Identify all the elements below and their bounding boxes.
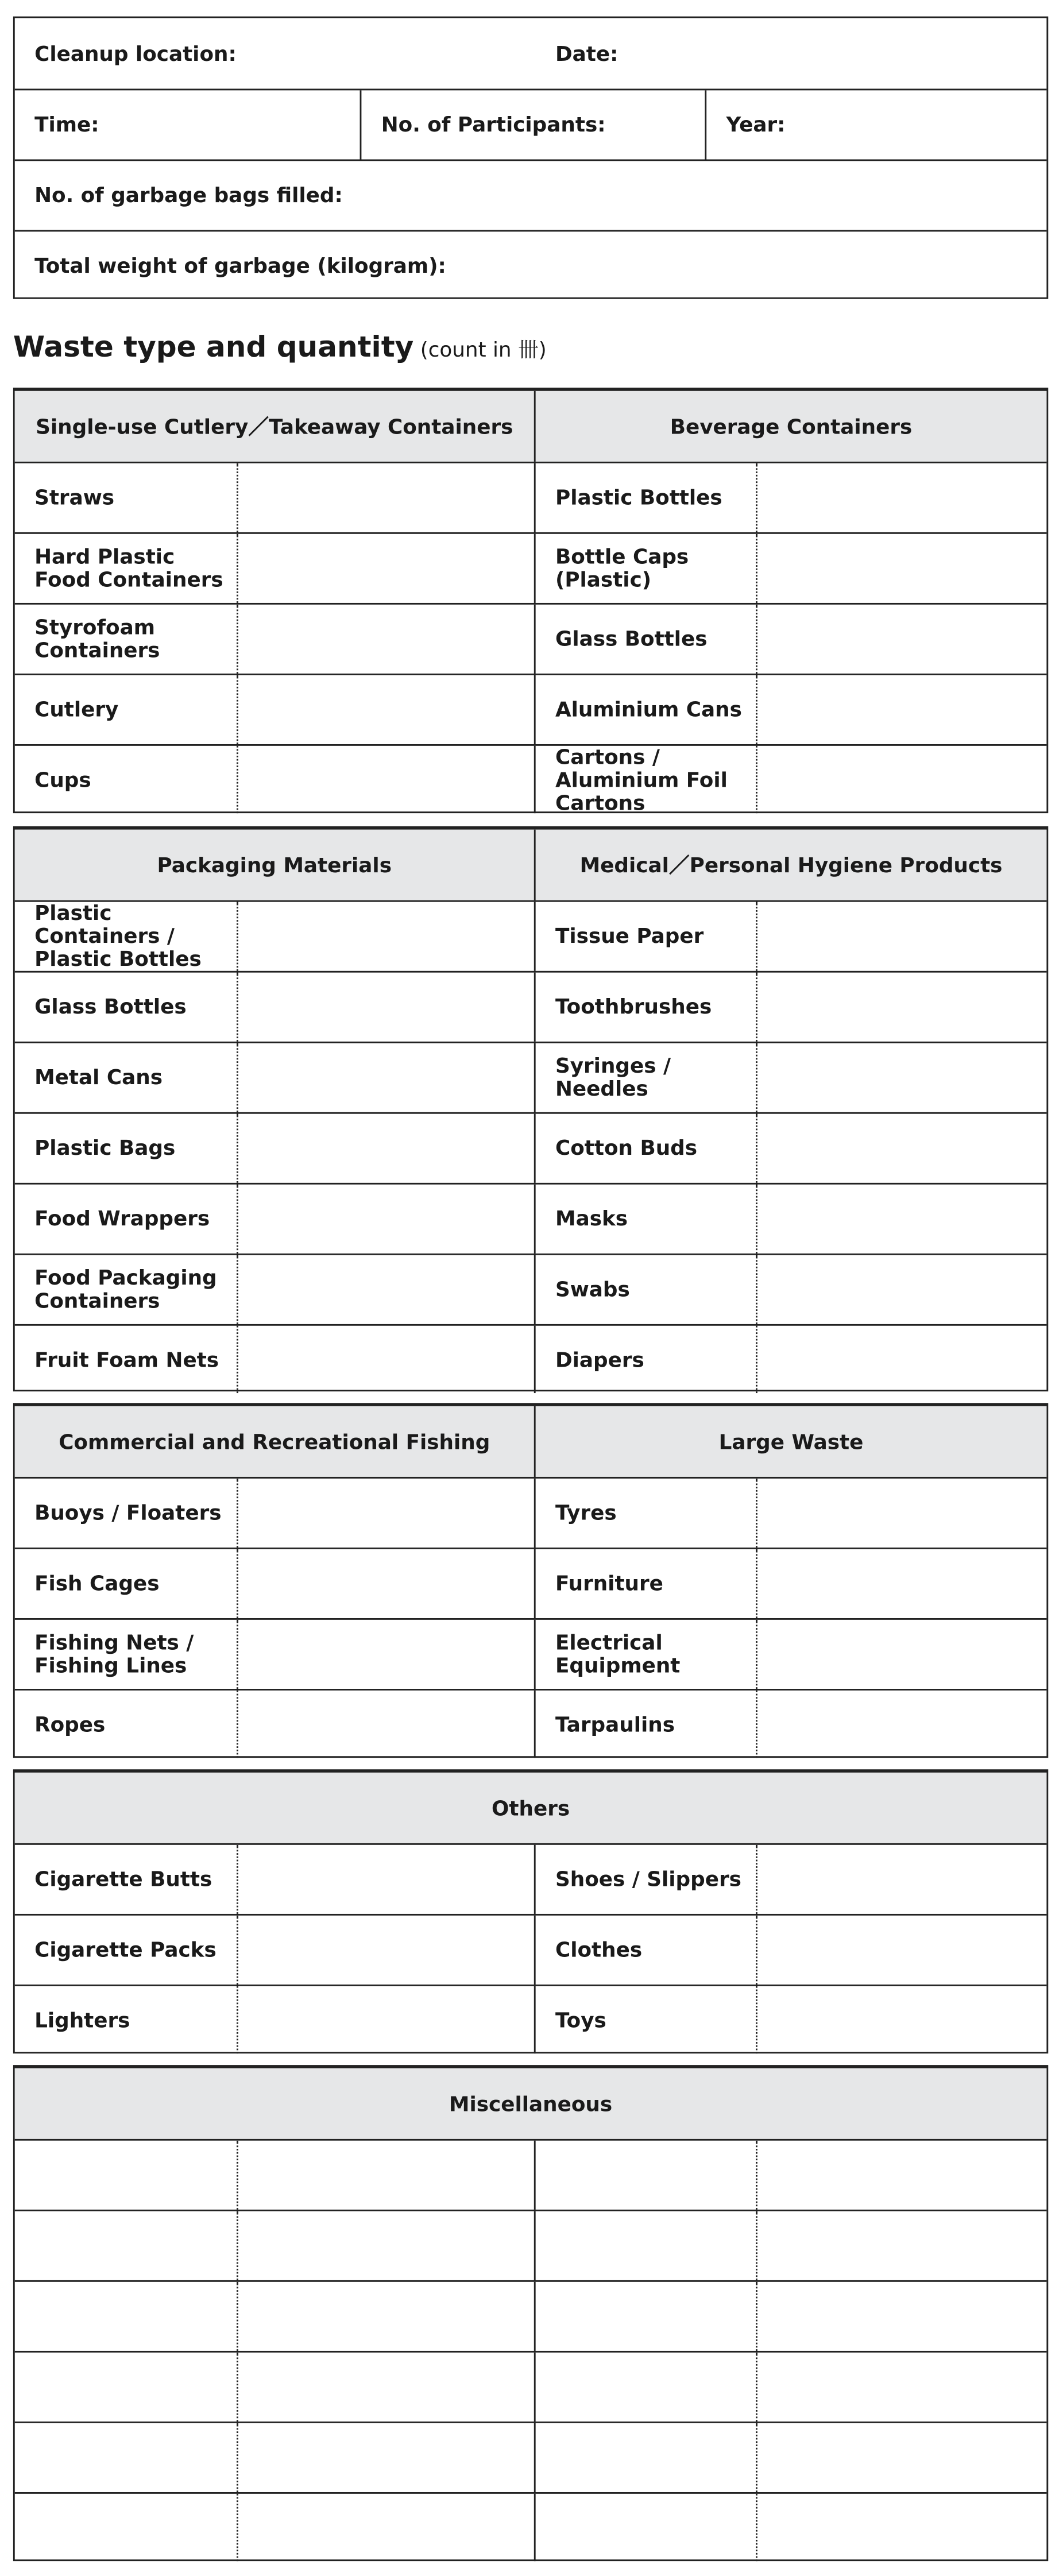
count-cell[interactable] <box>237 746 534 813</box>
table-packaging-medical <box>13 826 1048 1391</box>
item-label: Lighters <box>34 2006 130 2032</box>
count-cell[interactable] <box>237 1043 534 1112</box>
table-row <box>15 1112 1047 1183</box>
bags-field[interactable]: No. of garbage bags filled: <box>34 182 343 207</box>
count-cell[interactable] <box>237 605 534 674</box>
count-cell[interactable] <box>756 1691 1046 1758</box>
item-label: Styrofoam Containers <box>34 614 160 662</box>
item-label: Food Packaging Containers <box>34 1264 217 1313</box>
item-label: Hard Plastic Food Containers <box>34 543 223 591</box>
count-cell[interactable] <box>756 1549 1046 1618</box>
table-row <box>15 1548 1047 1618</box>
table-row <box>15 744 1047 813</box>
weight-field[interactable]: Total weight of garbage (kilogram): <box>34 252 446 277</box>
count-cell[interactable] <box>756 746 1046 813</box>
category-header-beverage: Beverage Containers <box>534 391 1047 462</box>
category-header-fishing: Commercial and Recreational Fishing <box>59 1428 490 1453</box>
table-row <box>15 2280 1047 2351</box>
participants-field[interactable]: No. of Participants: <box>360 90 705 159</box>
count-cell[interactable] <box>756 463 1046 532</box>
item-label: Ropes <box>34 1711 106 1736</box>
item-label: Cigarette Butts <box>34 1866 212 1891</box>
count-cell[interactable] <box>237 675 534 744</box>
table-row <box>15 2492 1047 2561</box>
table-row <box>15 2422 1047 2492</box>
table-row <box>15 971 1047 1042</box>
item-label: Plastic Containers / Plastic Bottles <box>34 900 202 971</box>
item-label-blank[interactable] <box>15 2211 237 2280</box>
table-row <box>15 1843 1047 1914</box>
count-cell[interactable] <box>237 1916 534 1985</box>
item-label: Swabs <box>534 1255 756 1324</box>
count-cell[interactable] <box>756 2141 1046 2210</box>
count-cell[interactable] <box>237 973 534 1042</box>
section-heading <box>13 332 547 381</box>
count-cell[interactable] <box>237 2141 534 2210</box>
count-cell[interactable] <box>237 2494 534 2561</box>
count-cell[interactable] <box>756 1986 1046 2053</box>
count-cell[interactable] <box>756 1043 1046 1112</box>
item-label: Bottle Caps (Plastic) <box>534 534 756 603</box>
item-label: Fishing Nets / Fishing Lines <box>34 1630 194 1677</box>
item-label: Diapers <box>534 1326 756 1393</box>
count-cell[interactable] <box>237 1255 534 1324</box>
item-label-blank[interactable] <box>15 2423 237 2492</box>
count-cell[interactable] <box>237 463 534 532</box>
table-others <box>13 1769 1048 2053</box>
section-title: Waste type and quantity <box>13 331 414 365</box>
category-header-large: Large Waste <box>534 1406 1047 1477</box>
count-cell[interactable] <box>756 1620 1046 1689</box>
item-label: Syringes / Needles <box>534 1043 756 1112</box>
table-row <box>15 1042 1047 1112</box>
count-cell[interactable] <box>756 973 1046 1042</box>
table-row <box>15 1254 1047 1324</box>
count-cell[interactable] <box>756 534 1046 603</box>
table-row <box>15 2351 1047 2422</box>
table-row <box>15 674 1047 744</box>
count-cell[interactable] <box>756 1845 1046 1914</box>
item-label: Electrical Equipment <box>534 1620 756 1689</box>
count-cell[interactable] <box>756 675 1046 744</box>
count-cell[interactable] <box>237 1986 534 2053</box>
item-label-blank[interactable] <box>15 2353 237 2422</box>
item-label: Tissue Paper <box>534 902 756 971</box>
item-label: Buoys / Floaters <box>34 1500 222 1525</box>
table-row <box>15 2139 1047 2210</box>
count-cell[interactable] <box>756 1185 1046 1254</box>
item-label: Aluminium Cans <box>534 675 756 744</box>
table-misc <box>13 2065 1048 2561</box>
category-header-cutlery: Single-use Cutlery／Takeaway Containers <box>36 413 513 438</box>
table-fishing-large <box>13 1403 1048 1758</box>
count-cell[interactable] <box>237 1620 534 1689</box>
time-field[interactable]: Time: <box>34 111 99 137</box>
count-cell[interactable] <box>237 902 534 971</box>
date-field[interactable]: Date: <box>555 40 619 65</box>
item-label: Food Wrappers <box>34 1205 210 1231</box>
item-label: Cups <box>34 766 91 791</box>
item-label: Clothes <box>534 1916 756 1985</box>
count-cell[interactable] <box>756 1479 1046 1548</box>
count-cell[interactable] <box>756 2353 1046 2422</box>
table-row <box>15 900 1047 971</box>
table-row <box>15 462 1047 532</box>
count-cell[interactable] <box>237 2282 534 2351</box>
item-label-blank[interactable] <box>534 2141 756 2210</box>
table-row <box>15 1914 1047 1985</box>
count-cell[interactable] <box>237 1114 534 1183</box>
table-row <box>15 532 1047 603</box>
table-row <box>15 2210 1047 2280</box>
item-label: Shoes / Slippers <box>534 1845 756 1914</box>
item-label: Cartons / Aluminium Foil Cartons <box>534 746 756 813</box>
count-cell[interactable] <box>237 1479 534 1548</box>
item-label-blank[interactable] <box>534 2494 756 2561</box>
item-label: Tarpaulins <box>534 1691 756 1758</box>
item-label: Toothbrushes <box>534 973 756 1042</box>
table-row <box>15 1477 1047 1548</box>
table-row <box>15 1618 1047 1689</box>
count-cell[interactable] <box>237 1326 534 1393</box>
item-label: Fruit Foam Nets <box>34 1346 219 1371</box>
count-cell[interactable] <box>756 2211 1046 2280</box>
count-cell[interactable] <box>756 902 1046 971</box>
item-label: Plastic Bags <box>34 1135 176 1160</box>
category-header-medical: Medical／Personal Hygiene Products <box>534 830 1047 900</box>
item-label: Toys <box>534 1986 756 2053</box>
item-label: Glass Bottles <box>34 993 187 1019</box>
count-cell[interactable] <box>237 1845 534 1914</box>
count-cell[interactable] <box>756 1114 1046 1183</box>
cleanup-location-field[interactable]: Cleanup location: <box>34 40 237 65</box>
item-label-blank[interactable] <box>534 2211 756 2280</box>
table-row <box>15 1183 1047 1254</box>
item-label: Fish Cages <box>34 1571 160 1595</box>
count-cell[interactable] <box>756 1916 1046 1985</box>
category-header-misc: Miscellaneous <box>449 2090 613 2115</box>
item-label-blank[interactable] <box>534 2423 756 2492</box>
table-cutlery-beverage <box>13 388 1048 813</box>
item-label: Masks <box>534 1185 756 1254</box>
item-label: Cigarette Packs <box>34 1937 217 1962</box>
category-header-others: Others <box>491 1794 570 1820</box>
item-label: Glass Bottles <box>534 605 756 674</box>
count-cell[interactable] <box>756 2423 1046 2492</box>
item-label: Cotton Buds <box>534 1114 756 1183</box>
count-cell[interactable] <box>756 2494 1046 2561</box>
table-row <box>15 1324 1047 1393</box>
item-label-blank[interactable] <box>15 2494 237 2561</box>
item-label-blank[interactable] <box>15 2282 237 2351</box>
item-label: Cutlery <box>34 697 119 721</box>
item-label: Metal Cans <box>34 1064 163 1089</box>
count-cell[interactable] <box>237 2423 534 2492</box>
info-box <box>13 17 1048 299</box>
count-cell[interactable] <box>756 2282 1046 2351</box>
section-subtitle: (count in 卌) <box>420 336 547 362</box>
count-cell[interactable] <box>237 1549 534 1618</box>
item-label: Furniture <box>534 1549 756 1618</box>
year-field[interactable]: Year: <box>705 90 1046 159</box>
count-cell[interactable] <box>237 2353 534 2422</box>
count-cell[interactable] <box>237 1185 534 1254</box>
item-label: Plastic Bottles <box>534 463 756 532</box>
category-header-packaging: Packaging Materials <box>157 852 392 877</box>
count-cell[interactable] <box>237 1691 534 1758</box>
table-row <box>15 1689 1047 1758</box>
count-cell[interactable] <box>756 1255 1046 1324</box>
item-label: Straws <box>34 484 115 509</box>
count-cell[interactable] <box>237 534 534 603</box>
item-label-blank[interactable] <box>15 2141 237 2210</box>
item-label: Tyres <box>534 1479 756 1548</box>
item-label-blank[interactable] <box>534 2353 756 2422</box>
item-label-blank[interactable] <box>534 2282 756 2351</box>
count-cell[interactable] <box>756 1326 1046 1393</box>
table-row <box>15 1985 1047 2053</box>
count-cell[interactable] <box>756 605 1046 674</box>
count-cell[interactable] <box>237 2211 534 2280</box>
table-row <box>15 603 1047 674</box>
